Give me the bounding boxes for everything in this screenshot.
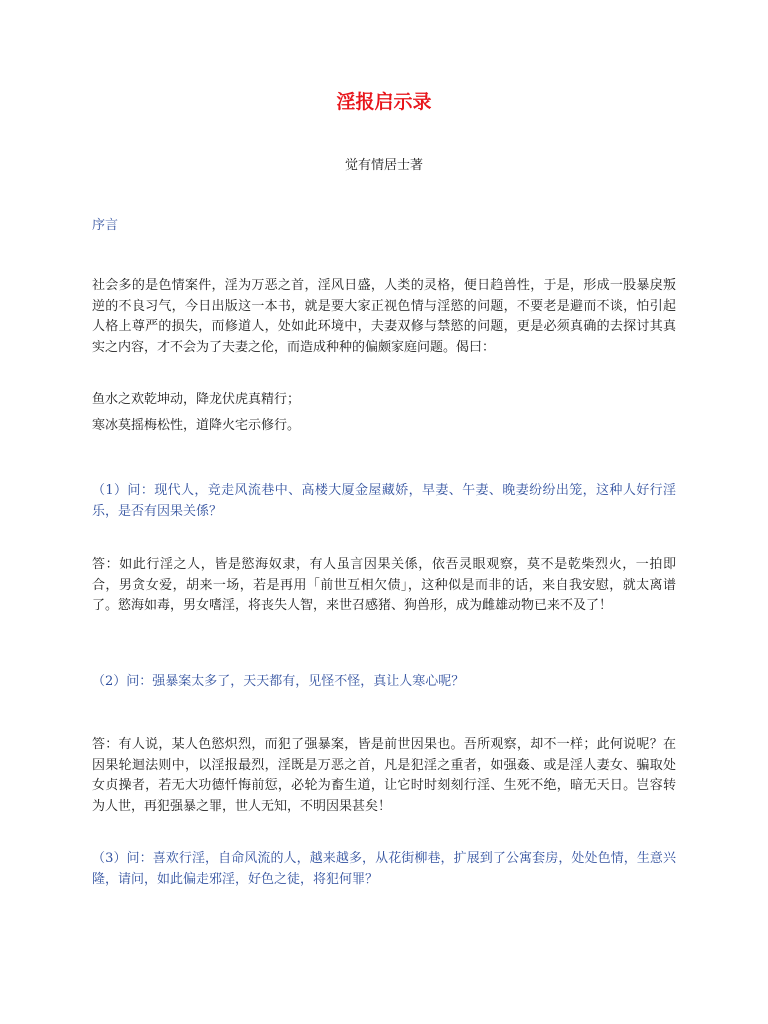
question-3: （3）问：喜欢行淫，自命风流的人，越来越多，从花街柳巷，扩展到了公寓套房，处处色情，生意兴隆，请问，如此偏走邪淫，好色之徒，将犯何罪？ xyxy=(92,851,676,887)
document-title: 淫报启示录 xyxy=(336,91,432,113)
verse-line-2: 寒冰莫摇梅松性，道降火宅示修行。 xyxy=(92,418,301,433)
answer-2: 答：有人说，某人色慾炽烈，而犯了强暴案，皆是前世因果也。吾所观察，却不一样；此何说呢？在因果轮迴法则中，以淫报最烈，淫既是万恶之首，凡是犯淫之重者，如强姦、或是淫人妻女、骗取处女贞操者，若无大功德忏悔前愆，必轮为畜生道，让它时时刻刻行淫、生死不绝，暗无天日。岂容转为人世，再犯强暴之罪，世人无知，不明因果甚矣！ xyxy=(92,737,676,814)
question-2: （2）问：强暴案太多了，天天都有，见怪不怪，真让人寒心呢？ xyxy=(92,674,465,689)
preface-paragraph: 社会多的是色情案件，淫为万恶之首，淫风日盛，人类的灵格，便日趋兽性，于是，形成一股暴戾叛逆的不良习气，今日出版这一本书，就是要大家正视色情与淫慾的问题，不要老是避而不谈，怕引起人格上尊严的损失，而修道人，处如此环境中，夫妻双修与禁慾的问题，更是必须真确的去探讨其真实之内容，才不会为了夫妻之伦，而造成种种的偏颇家庭问题。偈曰： xyxy=(92,278,676,355)
verse-line-1: 鱼水之欢乾坤动，降龙伏虎真精行； xyxy=(92,392,301,407)
author-line: 觉有情居士著 xyxy=(344,158,423,173)
answer-1: 答：如此行淫之人，皆是慾海奴隶，有人虽言因果关係，依吾灵眼观察，莫不是乾柴烈火，一拍即合，男贪女爱，胡来一场，若是再用「前世互相欠债」，这种似是而非的话，来自我安慰，就太离谱了。慾海如毒，男女嗜淫，将丧失人智，来世召感猪、狗兽形，成为雌雄动物已来不及了！ xyxy=(92,557,676,613)
question-1: （1）问：现代人，竞走风流巷中、高楼大厦金屋藏娇，早妻、午妻、晚妻纷纷出笼，这种人好行淫乐，是否有因果关係？ xyxy=(92,483,676,519)
preface-heading: 序言 xyxy=(92,218,119,233)
